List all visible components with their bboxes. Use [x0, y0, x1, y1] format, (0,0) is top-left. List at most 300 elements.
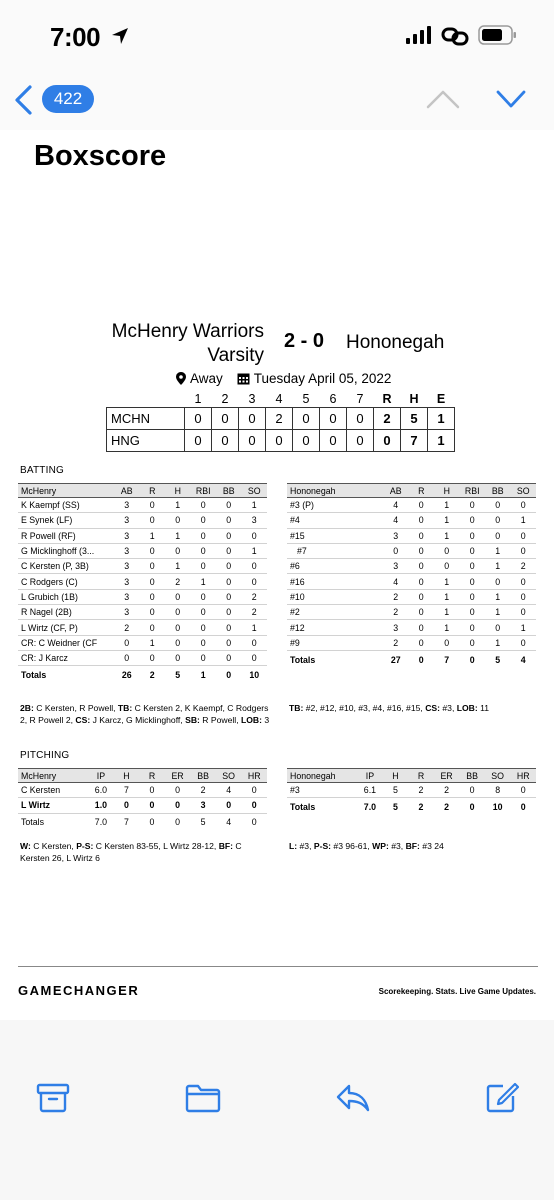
- linescore-cell: 0: [320, 407, 347, 429]
- inning-header: 4: [275, 392, 283, 407]
- stat-cell: 1: [434, 528, 460, 543]
- linescore-cell: 0: [212, 429, 239, 451]
- game-date: Tuesday April 05, 2022: [253, 371, 392, 386]
- stat-cell: 0: [216, 559, 242, 574]
- linescore-team: HNG: [107, 429, 185, 451]
- player-name: #3: [287, 783, 357, 798]
- home-team-name: [44, 320, 264, 368]
- linescore-cell: 0: [185, 407, 212, 429]
- column-header: IP: [88, 769, 114, 783]
- table-row: [18, 589, 267, 604]
- stat-cell: 2: [511, 559, 537, 574]
- stat-cell: 1: [242, 543, 268, 558]
- stat-cell: 0: [409, 635, 435, 650]
- totals-cell: 7.0: [363, 802, 377, 813]
- status-bar: [0, 0, 554, 70]
- table-row: [287, 559, 536, 574]
- column-header: BB: [459, 769, 485, 783]
- stat-cell: 0: [409, 605, 435, 620]
- player-name: #10: [287, 589, 383, 604]
- stat-cell: 1: [434, 574, 460, 589]
- linescore-cell: 2: [266, 407, 293, 429]
- totals-label: Totals: [290, 802, 316, 813]
- column-header: H: [165, 484, 191, 498]
- totals-cell: 2: [149, 670, 155, 681]
- stat-cell: 7: [114, 783, 140, 798]
- stat-cell: 0: [383, 543, 409, 558]
- column-header: HR: [241, 769, 267, 783]
- stat-cell: 3: [114, 543, 140, 558]
- column-header: SO: [242, 484, 268, 498]
- player-name: #9: [287, 635, 383, 650]
- stat-cell: 0: [241, 783, 267, 798]
- stat-cell: 0: [114, 635, 140, 650]
- stat-cell: 0: [511, 528, 537, 543]
- totals-cell: 0: [520, 802, 526, 813]
- compose-icon[interactable]: [485, 1082, 519, 1114]
- status-time: 7:00: [50, 22, 101, 52]
- player-name: L Wirtz: [18, 798, 88, 813]
- batting-notes-home: [20, 702, 270, 726]
- inning-header: 5: [302, 392, 310, 407]
- column-header: HR: [510, 769, 536, 783]
- stat-cell: 0: [165, 798, 191, 813]
- stat-cell: 0: [242, 574, 268, 589]
- home-team-line1: McHenry Warriors: [111, 321, 264, 342]
- stat-cell: 0: [165, 513, 191, 528]
- totals-cell: 5: [393, 802, 398, 813]
- stat-cell: 0: [114, 798, 140, 813]
- column-header: IP: [357, 769, 383, 783]
- stat-cell: 1: [191, 574, 217, 589]
- stat-cell: 4: [383, 498, 409, 513]
- stat-cell: 2: [434, 783, 460, 798]
- stat-cell: 0: [114, 650, 140, 665]
- stat-cell: 3: [383, 620, 409, 635]
- note-label: SB:: [185, 715, 200, 725]
- table-row: [287, 589, 536, 604]
- player-name: R Nagel (2B): [18, 605, 114, 620]
- note-text: J Karcz, G Micklinghoff,: [90, 715, 186, 725]
- totals-cell: 0: [149, 817, 155, 828]
- stat-cell: 0: [165, 783, 191, 798]
- stat-cell: 0: [165, 543, 191, 558]
- away-team-name: Hononegah: [346, 332, 445, 353]
- note-text: #3,: [297, 841, 314, 851]
- unread-count-badge[interactable]: 422: [42, 85, 94, 113]
- stat-cell: 0: [510, 783, 536, 798]
- stat-cell: 0: [140, 513, 166, 528]
- totals-cell: 5: [175, 670, 181, 681]
- stat-cell: 1: [511, 513, 537, 528]
- gamechanger-logo: GAMECHANGER: [18, 983, 140, 998]
- stat-cell: 0: [165, 605, 191, 620]
- note-text: 11: [477, 703, 490, 713]
- linescore-cell: 1: [428, 429, 455, 451]
- player-name: G Micklinghoff (3...: [18, 543, 114, 558]
- stat-cell: 0: [216, 635, 242, 650]
- table-row: [18, 783, 267, 798]
- stat-cell: 0: [191, 605, 217, 620]
- team-header: McHenry: [18, 769, 88, 783]
- stat-cell: 0: [139, 783, 165, 798]
- stat-cell: 0: [165, 620, 191, 635]
- stat-cell: 0: [216, 798, 242, 813]
- totals-cell: 7: [124, 817, 129, 828]
- battery-icon: [478, 25, 518, 45]
- inning-header: 1: [194, 392, 202, 407]
- stat-cell: 3: [190, 798, 216, 813]
- column-header: ER: [434, 769, 460, 783]
- player-name: #7: [287, 543, 383, 558]
- stat-cell: 2: [242, 605, 268, 620]
- stat-cell: 0: [140, 559, 166, 574]
- column-header: RBI: [191, 484, 217, 498]
- stat-cell: 0: [460, 635, 486, 650]
- stat-cell: 0: [140, 650, 166, 665]
- batting-table-home: [18, 483, 267, 684]
- column-header: R: [139, 769, 165, 783]
- game-meta: [176, 371, 391, 386]
- stat-cell: 2: [190, 783, 216, 798]
- totals-cell: 0: [251, 817, 257, 828]
- player-name: E Synek (LF): [18, 513, 114, 528]
- column-header: RBI: [460, 484, 486, 498]
- stat-cell: 0: [485, 574, 511, 589]
- totals-label: Totals: [290, 654, 316, 665]
- stat-cell: 0: [485, 498, 511, 513]
- stat-cell: 1: [485, 605, 511, 620]
- stat-cell: 0: [191, 589, 217, 604]
- note-label: LOB:: [241, 715, 263, 725]
- totals-row: [287, 650, 536, 668]
- linescore-cell: 0: [293, 429, 320, 451]
- column-header: AB: [383, 484, 409, 498]
- calendar-icon: [237, 372, 250, 385]
- stat-cell: 0: [140, 574, 166, 589]
- totals-cell: 1: [200, 670, 206, 681]
- player-name: R Powell (RF): [18, 528, 114, 543]
- stat-cell: 0: [511, 605, 537, 620]
- game-location: Away: [190, 371, 223, 386]
- stat-cell: 1: [434, 513, 460, 528]
- stat-cell: 0: [140, 605, 166, 620]
- stat-cell: 0: [511, 574, 537, 589]
- totals-cell: 7.0: [94, 817, 108, 828]
- note-label: L:: [289, 841, 298, 851]
- stat-cell: 0: [485, 620, 511, 635]
- stat-cell: 2: [383, 589, 409, 604]
- note-text: #3,: [440, 703, 457, 713]
- score-header: [0, 318, 554, 368]
- stat-cell: 8: [485, 783, 511, 798]
- linescore-cell: 0: [374, 429, 401, 451]
- player-name: CR: C Weidner (CF: [18, 635, 114, 650]
- stat-cell: 2: [165, 574, 191, 589]
- footer-divider: [18, 966, 538, 967]
- note-text: #3 96-61,: [331, 841, 373, 851]
- stat-cell: 1: [165, 528, 191, 543]
- map-pin-icon: [176, 372, 186, 385]
- note-label: WP:: [372, 841, 389, 851]
- note-text: 3: [262, 715, 270, 725]
- stat-cell: 1: [485, 543, 511, 558]
- totals-label: Totals: [21, 670, 47, 681]
- note-label: P-S:: [76, 841, 94, 851]
- player-name: L Wirtz (CF, P): [18, 620, 114, 635]
- stat-cell: 0: [409, 513, 435, 528]
- totals-cell: 4: [226, 817, 232, 828]
- stat-cell: 0: [140, 543, 166, 558]
- table-row: [18, 543, 267, 558]
- stat-cell: 3: [114, 574, 140, 589]
- note-label: BF:: [218, 841, 234, 851]
- linescore-table: [106, 392, 455, 452]
- note-label: TB:: [289, 703, 304, 713]
- stat-cell: 4: [216, 783, 242, 798]
- column-header: R: [140, 484, 166, 498]
- column-header: R: [409, 484, 435, 498]
- player-name: #15: [287, 528, 383, 543]
- totals-cell: 5: [495, 654, 501, 665]
- totals-row: [18, 813, 267, 831]
- stat-cell: 0: [485, 513, 511, 528]
- stat-cell: 0: [409, 620, 435, 635]
- table-row: [287, 528, 536, 543]
- stat-cell: 1: [434, 620, 460, 635]
- linescore-cell: 0: [347, 429, 374, 451]
- player-name: CR: J Karcz: [18, 650, 114, 665]
- table-row: [18, 798, 267, 813]
- batting-section-label: BATTING: [20, 465, 64, 476]
- table-row: [18, 650, 267, 665]
- linescore-cell: 0: [212, 407, 239, 429]
- stat-header-row: [18, 769, 267, 783]
- table-row: [287, 574, 536, 589]
- stat-cell: 0: [409, 589, 435, 604]
- stat-cell: 1: [165, 559, 191, 574]
- stat-cell: 0: [216, 605, 242, 620]
- table-row: [18, 528, 267, 543]
- totals-cell: 5: [200, 817, 206, 828]
- stat-cell: 0: [191, 528, 217, 543]
- stat-cell: 0: [165, 589, 191, 604]
- final-score: 2 - 0: [284, 330, 325, 352]
- stat-cell: 0: [191, 513, 217, 528]
- linescore-cell: 1: [428, 407, 455, 429]
- table-row: [18, 605, 267, 620]
- stat-cell: 0: [459, 783, 485, 798]
- link-icon: [441, 26, 469, 46]
- note-text: C Kersten 83-55, L Wirtz 28-12,: [93, 841, 219, 851]
- column-header: SO: [511, 484, 537, 498]
- player-name: L Grubich (1B): [18, 589, 114, 604]
- column-header: SO: [485, 769, 511, 783]
- mail-toolbar: [0, 1020, 554, 1200]
- stat-cell: 0: [165, 650, 191, 665]
- stat-cell: 0: [242, 635, 268, 650]
- totals-cell: 0: [418, 654, 424, 665]
- stat-cell: 3: [114, 605, 140, 620]
- column-header: H: [434, 484, 460, 498]
- linescore-cell: 0: [320, 429, 347, 451]
- stat-cell: 0: [460, 543, 486, 558]
- totals-cell: 10: [492, 802, 503, 813]
- reply-icon[interactable]: [335, 1082, 371, 1114]
- chevron-down-icon[interactable]: [495, 88, 527, 110]
- linescore-cell: 0: [266, 429, 293, 451]
- linescore-cell: 5: [401, 407, 428, 429]
- stat-cell: 1: [434, 605, 460, 620]
- column-header: ER: [165, 769, 191, 783]
- stat-cell: 0: [242, 650, 268, 665]
- stat-cell: 0: [409, 528, 435, 543]
- table-row: [18, 513, 267, 528]
- stat-cell: 0: [460, 574, 486, 589]
- totals-cell: 0: [226, 670, 232, 681]
- column-header: AB: [114, 484, 140, 498]
- player-name: C Kersten: [18, 783, 88, 798]
- player-name: #16: [287, 574, 383, 589]
- totals-label: Totals: [21, 817, 44, 828]
- stat-cell: 0: [191, 650, 217, 665]
- note-text: C Kersten 2, K Kaempf, C Rodgers 2, R Powell 2,: [20, 703, 269, 725]
- team-header: Hononegah: [287, 769, 357, 783]
- stat-cell: 0: [242, 559, 268, 574]
- page-title: Boxscore: [34, 140, 167, 172]
- errors-header: E: [436, 392, 446, 407]
- archive-icon[interactable]: [36, 1082, 70, 1114]
- stat-cell: 0: [191, 635, 217, 650]
- note-text: #3 24: [419, 841, 444, 851]
- note-text: #2, #12, #10, #3, #4, #16, #15,: [303, 703, 426, 713]
- stat-cell: 0: [460, 559, 486, 574]
- stat-cell: 1: [165, 498, 191, 513]
- stat-cell: 1: [485, 635, 511, 650]
- signal-icon: [406, 26, 432, 44]
- linescore-cell: 0: [239, 429, 266, 451]
- runs-header: R: [382, 392, 392, 407]
- stat-cell: 0: [216, 513, 242, 528]
- stat-cell: 0: [409, 498, 435, 513]
- stat-cell: 0: [216, 574, 242, 589]
- stat-cell: 6.1: [357, 783, 383, 798]
- stat-cell: 0: [216, 589, 242, 604]
- location-arrow-icon: [110, 26, 130, 46]
- player-name: #12: [287, 620, 383, 635]
- stat-cell: 2: [114, 620, 140, 635]
- linescore-row: [107, 407, 455, 429]
- stat-cell: 0: [191, 620, 217, 635]
- totals-cell: 0: [469, 654, 475, 665]
- stat-cell: 0: [409, 559, 435, 574]
- stat-cell: 3: [114, 498, 140, 513]
- stat-cell: 1: [242, 620, 268, 635]
- note-text: C Kersten 26, L Wirtz 6: [20, 841, 242, 863]
- note-text: R Powell,: [199, 715, 241, 725]
- totals-cell: 2: [444, 802, 449, 813]
- stat-cell: 0: [511, 543, 537, 558]
- pitching-table-home: [18, 768, 267, 831]
- stat-cell: 4: [383, 513, 409, 528]
- column-header: R: [408, 769, 434, 783]
- linescore-cell: 7: [401, 429, 428, 451]
- stat-cell: 0: [460, 589, 486, 604]
- totals-row: [287, 798, 536, 816]
- table-row: [287, 620, 536, 635]
- stat-cell: 0: [460, 620, 486, 635]
- hits-header: H: [409, 392, 419, 407]
- table-row: [287, 543, 536, 558]
- player-name: C Rodgers (C): [18, 574, 114, 589]
- batting-notes-away: [289, 702, 539, 714]
- stat-cell: 1: [434, 589, 460, 604]
- stat-cell: 2: [383, 635, 409, 650]
- pitching-notes-away: [289, 840, 539, 852]
- stat-cell: 0: [409, 574, 435, 589]
- totals-cell: 7: [444, 654, 450, 665]
- note-label: CS:: [75, 715, 91, 725]
- chevron-up-icon[interactable]: [425, 88, 461, 110]
- boxscore-document: [0, 130, 554, 1020]
- column-header: BB: [190, 769, 216, 783]
- stat-cell: 0: [409, 543, 435, 558]
- stat-cell: 0: [242, 528, 268, 543]
- team-header: Hononegah: [287, 484, 383, 498]
- stat-cell: 0: [511, 635, 537, 650]
- stat-header-row: [287, 484, 536, 498]
- stat-cell: 0: [511, 498, 537, 513]
- linescore-header: [107, 392, 455, 407]
- note-label: CS:: [425, 703, 440, 713]
- table-row: [287, 513, 536, 528]
- stat-cell: 3: [114, 559, 140, 574]
- table-row: [18, 498, 267, 513]
- table-row: [287, 783, 536, 798]
- stat-cell: 0: [140, 498, 166, 513]
- player-name: #2: [287, 605, 383, 620]
- linescore-team-header: [107, 392, 185, 407]
- column-header: H: [383, 769, 409, 783]
- pitching-section-label: PITCHING: [20, 750, 70, 761]
- table-row: [18, 559, 267, 574]
- batting-table-away: [287, 483, 536, 668]
- totals-cell: 0: [175, 817, 180, 828]
- stat-cell: 1: [140, 528, 166, 543]
- inning-header: 6: [329, 392, 337, 407]
- note-label: 2B:: [20, 703, 34, 713]
- stat-cell: 0: [191, 559, 217, 574]
- note-text: C Kersten, R Powell,: [33, 703, 118, 713]
- totals-row: [18, 666, 267, 684]
- folder-icon[interactable]: [185, 1082, 221, 1114]
- chevron-left-icon[interactable]: [12, 84, 34, 116]
- stat-cell: 2: [408, 783, 434, 798]
- mail-nav-bar: [0, 70, 554, 130]
- stat-cell: 0: [434, 559, 460, 574]
- footer-tagline: Scorekeeping. Stats. Live Game Updates.: [378, 987, 536, 996]
- stat-cell: 3: [242, 513, 268, 528]
- stat-cell: 2: [383, 605, 409, 620]
- inning-header: 2: [221, 392, 229, 407]
- linescore-cell: 0: [293, 407, 320, 429]
- note-label: LOB:: [456, 703, 478, 713]
- stat-cell: 3: [114, 528, 140, 543]
- stat-cell: 1.0: [88, 798, 114, 813]
- linescore-row: [107, 429, 455, 451]
- team-header: McHenry: [18, 484, 114, 498]
- stat-cell: 0: [434, 635, 460, 650]
